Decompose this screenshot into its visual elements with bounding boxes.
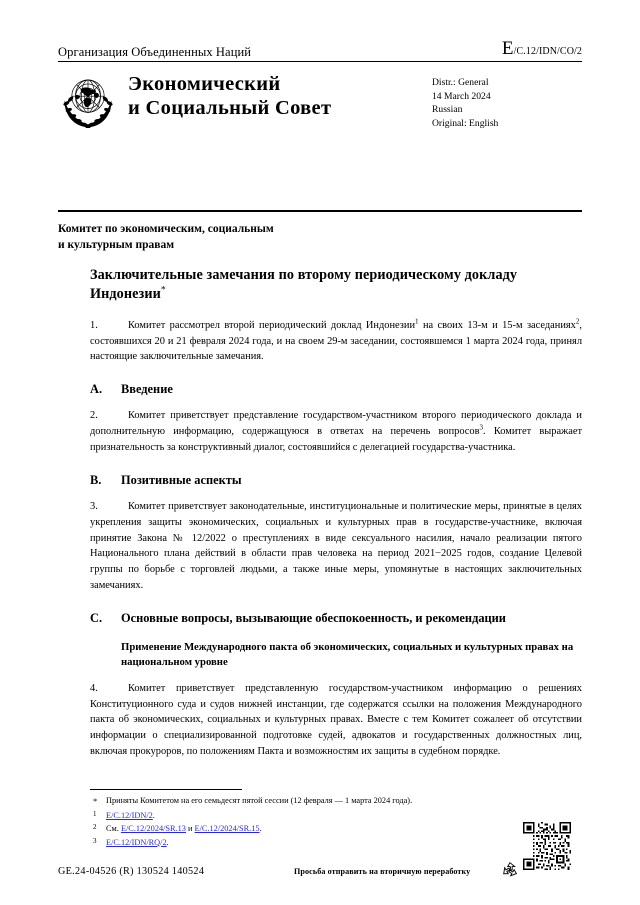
masthead-top-row	[58, 38, 582, 58]
organ-title-line1: Экономический	[128, 73, 281, 95]
section-label: Позитивные аспекты	[121, 472, 242, 487]
paragraph-text-seg: Комитет приветствует законодательные, институциональные и политические меры, принятые в целях укрепления защиты экономических, социальных и культурных прав в государстве-участнике, включая принятие Закона № 12/2022 о преступлениях в виде сексуального насилия, начало реализации пятого Национального плана действий в области прав человека на период 2021−2025 годов, создание Целевой группы по борьбе с торговлей людьми, а также иные меры, упомянутые в настоящих заключительных замечаниях.	[90, 500, 582, 591]
paragraph-4	[90, 681, 582, 760]
footnote-text	[106, 836, 582, 849]
paragraph-2	[90, 408, 582, 455]
document-symbol-prefix: E	[501, 38, 514, 59]
footnote-ref: 1	[415, 317, 419, 326]
footnote-marker: 1	[93, 809, 97, 818]
document-symbol	[502, 39, 582, 58]
footnote-item	[90, 794, 582, 809]
document-date: 14 March 2024	[432, 90, 491, 102]
organization-name: Организация Объединенных Наций	[58, 44, 252, 59]
paragraph-number: 2.	[90, 410, 98, 422]
paragraph-text-seg: Комитет приветствует представленную государством-участником информацию о решениях Конституционного суда и судов нижней инстанции, где содержатся ссылки на положения Международного пакта об экономических, социальных и культурных правах. Вместе с тем Комитет сожалеет об отсутствии информации о специализированной подготовке судей, адвокатов и государственных должностных лиц, включая прокуроров, по положениям Пакта и возможностям их защиты в судебном порядке.	[90, 682, 582, 758]
un-emblem	[58, 72, 118, 130]
section-label: Основные вопросы, вызывающие обеспокоенность, и рекомендации	[121, 610, 506, 625]
masthead-rule	[58, 61, 582, 62]
footnote-tail: .	[259, 824, 262, 834]
footnote-prefix: См.	[106, 824, 121, 834]
committee-name-line2: и культурным правам	[58, 239, 175, 252]
section-heading-c	[90, 610, 582, 626]
paragraph-text-seg: на своих 13-м и 15-м заседаниях	[418, 319, 576, 331]
footnote-marker: *	[93, 796, 98, 806]
paragraph-3	[90, 499, 582, 594]
paragraph-1	[90, 318, 582, 365]
distribution-block	[432, 70, 582, 130]
paragraph-text-seg: Комитет приветствует представление государством-участником второго периодического доклада и дополнительную информацию, содержащуюся в ответах на перечень вопросов	[90, 410, 582, 438]
footnote-item	[90, 822, 582, 835]
paragraph-text-seg: , состоявшихся 20 и 21 февраля 2024 года, и на своем 29-м заседании, состоявшемся 1 марта 2024 года, принял настоящие заключительные замечания.	[90, 319, 583, 363]
section-letter: A.	[90, 382, 103, 397]
paragraph-text-seg: Комитет рассмотрел второй периодический доклад Индонезии	[128, 319, 416, 331]
section-heading-b	[90, 472, 582, 488]
distribution-type: Distr.: General	[432, 77, 489, 88]
section-divider-rule	[58, 210, 582, 212]
paragraph-number: 4.	[90, 682, 98, 694]
footnote-ref: 2	[575, 317, 580, 326]
job-number: GE.24-04526 (R) 130524 140524	[58, 866, 205, 877]
section-letter: C.	[90, 610, 103, 625]
footnote-marker: 3	[93, 836, 97, 845]
section-letter: B.	[90, 472, 102, 487]
footnote-link[interactable]: E/C.12/2024/SR.13	[120, 824, 186, 834]
document-body	[90, 266, 582, 773]
original-language: Original: English	[432, 117, 499, 129]
organ-title	[128, 70, 432, 120]
footnote-link[interactable]: E/C.12/2024/SR.15	[194, 824, 260, 834]
recycle-notice: Просьба отправить на вторичную переработку	[294, 867, 471, 876]
footnote-item	[90, 809, 582, 822]
committee-name-line1: Комитет по экономическим, социальным	[58, 223, 274, 235]
footnote-link[interactable]: E/C.12/IDN/2	[106, 810, 153, 820]
footnote-conjunction: и	[185, 824, 195, 834]
footnote-item	[90, 836, 582, 849]
masthead	[58, 38, 582, 130]
footnote-text	[106, 809, 582, 822]
section-label: Введение	[121, 382, 173, 397]
footnote-tail: .	[166, 837, 169, 847]
recycle-icon	[500, 860, 520, 880]
masthead-bottom-row	[58, 70, 582, 130]
qr-code	[523, 822, 571, 870]
page-title	[90, 266, 582, 304]
paragraph-text-seg: . Комитет выражает признательность за конструктивный диалог, состоявшийся с делегацией государства-участника.	[90, 426, 582, 453]
organ-title-line2: и Социальный Совет	[128, 97, 332, 120]
footnote-ref: 3	[479, 423, 484, 432]
title-footnote-marker: *	[160, 284, 166, 296]
committee-name	[58, 221, 488, 254]
document-language: Russian	[432, 104, 463, 116]
footnote-list	[90, 794, 582, 849]
footnote-link[interactable]: E/C.12/IDN/RQ/2	[106, 837, 167, 847]
page-footer	[58, 862, 582, 896]
paragraph-number: 1.	[90, 319, 98, 331]
footnote-text: Приняты Комитетом на его семьдесят пятой сессии (12 февраля — 1 марта 2024 года).	[106, 796, 413, 805]
page-title-text: Заключительные замечания по второму периодическому докладу Индонезии	[90, 267, 518, 302]
section-heading-a	[90, 381, 582, 397]
paragraph-number: 3.	[90, 500, 98, 512]
footnote-text	[106, 822, 582, 835]
footnote-marker: 2	[93, 823, 97, 832]
document-symbol-rest: /C.12/IDN/CO/2	[513, 46, 582, 57]
footnote-separator	[90, 789, 242, 790]
subsection-heading: Применение Международного пакта об экономических, социальных и культурных правах на национальном уровне	[121, 640, 574, 668]
footnote-tail: .	[152, 810, 155, 820]
